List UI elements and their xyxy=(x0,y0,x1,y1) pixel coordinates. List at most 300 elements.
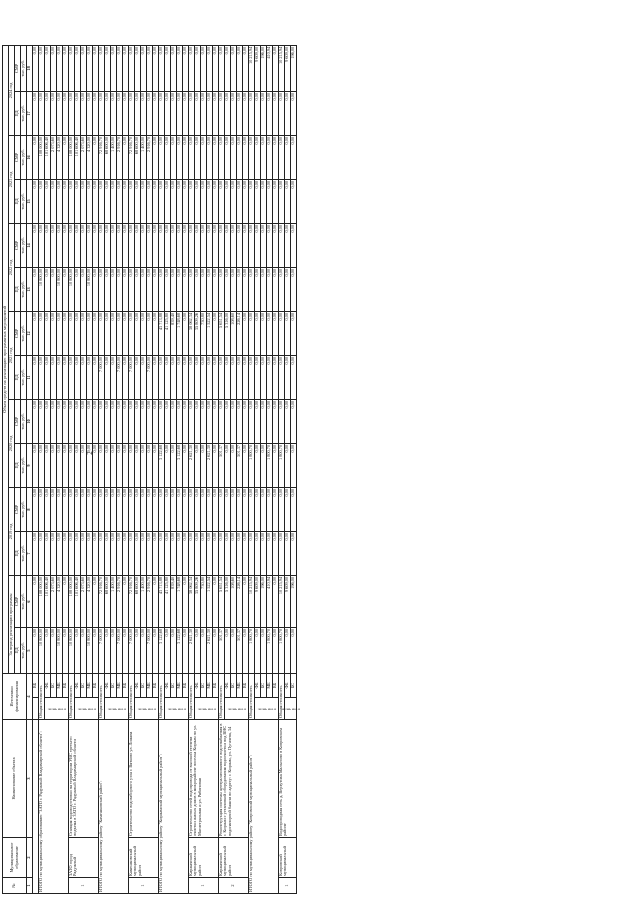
value-cell: 0,00 xyxy=(39,531,45,575)
value-cell: 0,00 xyxy=(279,355,285,399)
value-cell: 72 916,70 xyxy=(99,135,105,179)
value-cell: 0,00 xyxy=(165,399,171,443)
header-pd: ПД xyxy=(15,443,21,487)
value-cell: 0,00 xyxy=(57,487,63,531)
value-cell: 226,14 xyxy=(237,311,243,355)
value-cell: 0,00 xyxy=(219,531,225,575)
value-cell: 10 800,00 xyxy=(39,627,45,673)
value-cell: 1 800,70 xyxy=(249,627,255,673)
value-cell: 0,00 xyxy=(279,179,285,223)
value-cell: 5 651,54 xyxy=(219,575,225,627)
value-cell: 0,00 xyxy=(267,355,273,399)
value-cell: 0,00 xyxy=(129,91,135,135)
value-cell: 0,00 xyxy=(171,267,177,311)
value-cell: 0,00 xyxy=(81,487,87,531)
in-that-number-label xyxy=(45,698,69,720)
value-cell: 0,00 xyxy=(165,45,171,91)
value-cell: 0,00 xyxy=(231,487,237,531)
value-cell: 0,00 xyxy=(33,45,39,91)
value-cell: 0,00 xyxy=(141,487,147,531)
page-number: 2 xyxy=(86,451,94,455)
value-cell: 0,00 xyxy=(135,487,141,531)
in-that-number-text: в том числе: xyxy=(137,707,157,712)
value-cell: 0,00 xyxy=(105,311,111,355)
value-cell: 0,00 xyxy=(81,45,87,91)
value-cell: 0,00 xyxy=(147,45,153,91)
value-cell: 0,00 xyxy=(69,223,75,267)
municipality-name: Ковровский муниципальный xyxy=(279,838,297,878)
source-label: БС xyxy=(111,673,117,697)
value-cell: 0,00 xyxy=(225,267,231,311)
value-cell: 0,00 xyxy=(267,311,273,355)
header-period: За период реализации программы xyxy=(9,575,15,673)
value-cell: 0,00 xyxy=(105,531,111,575)
in-that-number-label xyxy=(255,698,279,720)
value-cell: 3 122,68 xyxy=(177,443,183,487)
source-label: ФБ xyxy=(225,673,231,697)
value-cell: 0,00 xyxy=(75,531,81,575)
value-cell: 0,00 xyxy=(87,531,93,575)
value-cell: 0,00 xyxy=(51,531,57,575)
value-cell: 0,00 xyxy=(153,399,159,443)
value-cell: 1 522,54 xyxy=(207,311,213,355)
value-cell: 0,00 xyxy=(225,443,231,487)
value-cell: 0,00 xyxy=(225,45,231,91)
value-cell: 0,00 xyxy=(75,487,81,531)
value-cell: 7 000,00 xyxy=(147,355,153,399)
value-cell: 0,00 xyxy=(75,627,81,673)
value-cell: 0,00 xyxy=(123,91,129,135)
value-cell: 0,00 xyxy=(153,487,159,531)
value-cell: 0,00 xyxy=(237,531,243,575)
value-cell: 0,00 xyxy=(267,135,273,179)
value-cell: 1 800,70 xyxy=(249,443,255,487)
value-cell: 0,00 xyxy=(111,91,117,135)
value-cell: 0,00 xyxy=(123,487,129,531)
value-cell: 0,00 xyxy=(249,399,255,443)
value-cell: 0,00 xyxy=(63,267,69,311)
value-cell: 0,00 xyxy=(231,399,237,443)
value-cell: 0,00 xyxy=(231,443,237,487)
value-cell: 0,00 xyxy=(183,575,189,627)
value-cell: 0,00 xyxy=(165,267,171,311)
value-cell: 0,00 xyxy=(99,399,105,443)
value-cell: 101 606,40 xyxy=(45,575,51,627)
header-unit: тыс. руб. xyxy=(21,575,27,627)
value-cell: 501,37 xyxy=(219,443,225,487)
value-cell: 501,37 xyxy=(237,443,243,487)
value-cell: 0,00 xyxy=(141,267,147,311)
value-cell: 0,00 xyxy=(33,267,39,311)
value-cell: 0,00 xyxy=(237,355,243,399)
value-cell: 0,00 xyxy=(213,399,219,443)
value-cell: 0,00 xyxy=(135,627,141,673)
value-cell: 0,00 xyxy=(267,399,273,443)
in-that-number-label xyxy=(281,698,301,720)
value-cell: 0,00 xyxy=(183,179,189,223)
value-cell: 0,00 xyxy=(291,135,297,179)
index-cell: 6 xyxy=(27,575,33,627)
index-cell: 12 xyxy=(27,311,33,355)
value-cell: 0,00 xyxy=(99,531,105,575)
value-cell: 0,00 xyxy=(99,91,105,135)
value-cell: 0,00 xyxy=(75,179,81,223)
value-cell: 0,00 xyxy=(213,267,219,311)
value-cell: 0,00 xyxy=(147,531,153,575)
value-cell: 0,00 xyxy=(135,91,141,135)
value-cell: 0,00 xyxy=(45,91,51,135)
value-cell: 0,00 xyxy=(243,355,249,399)
value-cell: 0,00 xyxy=(141,443,147,487)
value-cell: 0,00 xyxy=(51,91,57,135)
value-cell: 101 606,40 xyxy=(75,575,81,627)
in-that-number-text: в том числе: xyxy=(77,707,97,712)
value-cell: 0,00 xyxy=(117,311,123,355)
value-cell: 501,37 xyxy=(219,627,225,673)
value-cell: 0,00 xyxy=(153,179,159,223)
value-cell: 0,00 xyxy=(237,487,243,531)
value-cell: 0,00 xyxy=(255,443,261,487)
value-cell: 730,80 xyxy=(201,311,207,355)
value-cell: 35 809,26 xyxy=(195,311,201,355)
value-cell: 0,00 xyxy=(249,223,255,267)
value-cell: 0,00 xyxy=(183,487,189,531)
value-cell: 0,00 xyxy=(69,399,75,443)
value-cell: 0,00 xyxy=(267,487,273,531)
index-cell: 13 xyxy=(27,267,33,311)
source-label: Общая стоимость xyxy=(69,673,75,719)
header-unit: тыс. руб. xyxy=(21,223,27,267)
value-cell: 0,00 xyxy=(141,399,147,443)
value-cell: 0,00 xyxy=(111,443,117,487)
value-cell: 0,00 xyxy=(75,223,81,267)
value-cell: 2 621,30 xyxy=(207,627,213,673)
index-cell: 8 xyxy=(27,487,33,531)
value-cell: 0,00 xyxy=(81,627,87,673)
value-cell: 0,00 xyxy=(285,443,291,487)
object-name: Строительство сетей водопровода от высокой степени очистки жилых домов в микрорайоне поселка Киржач по ул. Магистральная и ул. Рябиновая xyxy=(189,720,219,838)
value-cell: 730,80 xyxy=(201,575,207,627)
value-cell: 0,00 xyxy=(57,355,63,399)
value-cell: 0,00 xyxy=(189,267,195,311)
value-cell: 2 621,30 xyxy=(207,443,213,487)
header-total: Объем средств на реализацию программных мероприятий xyxy=(3,45,9,673)
value-cell: 0,00 xyxy=(273,267,279,311)
value-cell: 0,00 xyxy=(243,91,249,135)
object-name: Станция водоподготовки на территории УВС третьего подъема в ЗАТО г. Радужный Владимирской области xyxy=(69,720,99,838)
value-cell: 0,00 xyxy=(267,91,273,135)
value-cell: 0,00 xyxy=(135,223,141,267)
value-cell: 0,00 xyxy=(189,355,195,399)
value-cell: 0,00 xyxy=(219,91,225,135)
row-number: 1 xyxy=(129,878,159,894)
value-cell: 0,00 xyxy=(123,443,129,487)
value-cell: 0,00 xyxy=(75,355,81,399)
value-cell: 0,00 xyxy=(273,487,279,531)
value-cell: 0,00 xyxy=(171,487,177,531)
value-cell: 0,00 xyxy=(189,135,195,179)
value-cell: 0,00 xyxy=(183,45,189,91)
value-cell: 0,00 xyxy=(141,627,147,673)
value-cell: 0,00 xyxy=(141,311,147,355)
value-cell: 0,00 xyxy=(249,91,255,135)
value-cell: 0,00 xyxy=(63,45,69,91)
value-cell: 0,00 xyxy=(291,311,297,355)
value-cell: 0,00 xyxy=(273,355,279,399)
source-label: Общая стоимость xyxy=(279,673,285,719)
value-cell: 0,00 xyxy=(249,355,255,399)
value-cell: 0,00 xyxy=(219,355,225,399)
value-cell: 0,00 xyxy=(171,355,177,399)
value-cell: 0,00 xyxy=(273,399,279,443)
value-cell: 0,00 xyxy=(285,267,291,311)
value-cell: 0,00 xyxy=(45,627,51,673)
value-cell: 0,00 xyxy=(171,91,177,135)
source-label: МБ xyxy=(147,673,153,697)
value-cell: 0,00 xyxy=(225,487,231,531)
value-cell: 0,00 xyxy=(255,223,261,267)
value-cell: 0,00 xyxy=(87,223,93,267)
value-cell: 0,00 xyxy=(201,267,207,311)
value-cell: 0,00 xyxy=(171,135,177,179)
value-cell: 0,00 xyxy=(207,223,213,267)
value-cell: 0,00 xyxy=(285,531,291,575)
value-cell: 0,00 xyxy=(141,45,147,91)
value-cell: 410,94 xyxy=(267,45,273,91)
value-cell: 0,00 xyxy=(135,267,141,311)
object-name: Водопроводная сеть д. Верхутиха Малыгино в Ковровском районе xyxy=(279,720,297,838)
value-cell: 10 800,00 xyxy=(57,627,63,673)
value-cell: 0,00 xyxy=(75,443,81,487)
value-cell: 0,00 xyxy=(111,45,117,91)
value-cell: 2 073,60 xyxy=(51,575,57,627)
value-cell: 0,00 xyxy=(99,45,105,91)
value-cell: 0,00 xyxy=(165,223,171,267)
value-cell: 38 062,34 xyxy=(189,575,195,627)
value-cell: 0,00 xyxy=(279,267,285,311)
value-cell: 0,00 xyxy=(99,267,105,311)
value-cell: 0,00 xyxy=(39,91,45,135)
value-cell: 0,00 xyxy=(171,627,177,673)
value-cell: 1 400,00 xyxy=(111,575,117,627)
value-cell: 0,00 xyxy=(255,531,261,575)
value-cell: 0,00 xyxy=(81,443,87,487)
value-cell: 0,00 xyxy=(99,487,105,531)
value-cell: 0,00 xyxy=(75,91,81,135)
source-label: ВБ xyxy=(183,673,189,697)
value-cell: 0,00 xyxy=(39,355,45,399)
value-cell: 0,00 xyxy=(159,179,165,223)
value-cell: 1 748,68 xyxy=(177,311,183,355)
value-cell: 0,00 xyxy=(243,311,249,355)
value-cell: 0,00 xyxy=(165,135,171,179)
value-cell: 0,00 xyxy=(81,179,87,223)
value-cell: 0,00 xyxy=(147,267,153,311)
value-cell: 0,00 xyxy=(45,223,51,267)
value-cell: 0,00 xyxy=(183,267,189,311)
value-cell: 0,00 xyxy=(213,135,219,179)
value-cell: 0,00 xyxy=(51,45,57,91)
value-cell: 0,00 xyxy=(189,45,195,91)
value-cell: 0,00 xyxy=(93,575,99,627)
value-cell: 0,00 xyxy=(39,311,45,355)
index-cell: 1 xyxy=(27,878,33,894)
value-cell: 0,00 xyxy=(105,355,111,399)
index-cell: 16 xyxy=(27,135,33,179)
value-cell: 2 916,70 xyxy=(147,575,153,627)
value-cell: 0,00 xyxy=(123,311,129,355)
value-cell: 0,00 xyxy=(165,627,171,673)
value-cell: 4 320,00 xyxy=(87,135,93,179)
value-cell: 0,00 xyxy=(279,399,285,443)
header-unit: тыс. руб. xyxy=(21,135,27,179)
in-that-number-label xyxy=(105,698,129,720)
value-cell: 0,00 xyxy=(279,223,285,267)
header-year: 2020 год xyxy=(9,399,15,487)
in-that-number-text: в том числе: xyxy=(257,707,277,712)
value-cell: 0,00 xyxy=(93,311,99,355)
header-year: 2022 год xyxy=(9,223,15,311)
value-cell: 0,00 xyxy=(255,355,261,399)
value-cell: 0,00 xyxy=(237,223,243,267)
value-cell: 0,00 xyxy=(135,399,141,443)
value-cell: 10 215,94 xyxy=(279,575,285,627)
value-cell: 0,00 xyxy=(207,399,213,443)
value-cell: 0,00 xyxy=(129,443,135,487)
total-title: ИТОГО по муниципальному району "Ковровский муниципальный район": xyxy=(249,720,279,894)
header-unit: тыс. руб. xyxy=(21,443,27,487)
value-cell: 0,00 xyxy=(183,443,189,487)
value-cell: 7 000,00 xyxy=(99,355,105,399)
header-unit: тыс. руб. xyxy=(21,627,27,673)
value-cell: 0,00 xyxy=(105,487,111,531)
value-cell: 0,00 xyxy=(279,311,285,355)
value-cell: 0,00 xyxy=(99,223,105,267)
value-cell: 0,00 xyxy=(129,311,135,355)
value-cell: 0,00 xyxy=(153,443,159,487)
value-cell: 5 316,00 xyxy=(225,311,231,355)
value-cell: 0,00 xyxy=(63,443,69,487)
value-cell: 0,00 xyxy=(81,267,87,311)
value-cell: 0,00 xyxy=(231,627,237,673)
value-cell: 0,00 xyxy=(69,443,75,487)
value-cell: 0,00 xyxy=(141,223,147,267)
value-cell: 0,00 xyxy=(129,223,135,267)
value-cell: 2 621,30 xyxy=(189,627,195,673)
index-cell: 4 xyxy=(27,673,33,719)
value-cell: 5 316,00 xyxy=(225,575,231,627)
value-cell: 0,00 xyxy=(255,179,261,223)
source-label: БС xyxy=(231,673,237,697)
value-cell: 0,00 xyxy=(291,487,297,531)
municipality-name: Камешковский муниципальный район xyxy=(129,838,159,878)
value-cell: 0,00 xyxy=(213,223,219,267)
value-cell: 0,00 xyxy=(33,487,39,531)
value-cell: 0,00 xyxy=(81,399,87,443)
value-cell: 0,00 xyxy=(159,487,165,531)
source-label: ФБ xyxy=(255,673,261,697)
value-cell: 0,00 xyxy=(111,531,117,575)
value-cell: 0,00 xyxy=(273,443,279,487)
value-cell: 0,00 xyxy=(33,627,39,673)
value-cell: 0,00 xyxy=(93,487,99,531)
value-cell: 0,00 xyxy=(111,311,117,355)
value-cell: 0,00 xyxy=(261,627,267,673)
value-cell: 0,00 xyxy=(213,487,219,531)
value-cell: 0,00 xyxy=(177,45,183,91)
value-cell: 2 916,70 xyxy=(117,135,123,179)
value-cell: 0,00 xyxy=(45,531,51,575)
source-label: ФБ xyxy=(195,673,201,697)
value-cell: 0,00 xyxy=(177,91,183,135)
value-cell: 0,00 xyxy=(213,575,219,627)
value-cell: 0,00 xyxy=(291,267,297,311)
header-unit: тыс. руб. xyxy=(21,45,27,91)
value-cell: 0,00 xyxy=(225,355,231,399)
value-cell: 0,00 xyxy=(63,223,69,267)
value-cell: 7 000,00 xyxy=(129,627,135,673)
source-label: МБ xyxy=(177,673,183,697)
value-cell: 0,00 xyxy=(51,223,57,267)
value-cell: 0,00 xyxy=(69,311,75,355)
value-cell: 0,00 xyxy=(33,399,39,443)
value-cell: 0,00 xyxy=(201,223,207,267)
value-cell: 0,00 xyxy=(105,45,111,91)
value-cell: 0,00 xyxy=(273,575,279,627)
value-cell: 0,00 xyxy=(57,531,63,575)
value-cell: 0,00 xyxy=(207,267,213,311)
value-cell: 0,00 xyxy=(69,487,75,531)
index-cell: 5 xyxy=(27,627,33,673)
value-cell: 1 400,00 xyxy=(141,575,147,627)
header-pd: ПД xyxy=(15,355,21,399)
header-no: № xyxy=(3,878,27,894)
header-object: Наименование объекта xyxy=(3,720,27,838)
value-cell: 0,00 xyxy=(219,135,225,179)
value-cell: 0,00 xyxy=(87,355,93,399)
value-cell: 0,00 xyxy=(51,443,57,487)
value-cell: 0,00 xyxy=(147,443,153,487)
value-cell: 0,00 xyxy=(99,311,105,355)
source-label: БС xyxy=(291,673,297,697)
value-cell: 196,00 xyxy=(261,45,267,91)
value-cell: 0,00 xyxy=(213,311,219,355)
municipality-name: Киржачский муниципальный район xyxy=(189,838,219,878)
value-cell: 0,00 xyxy=(39,179,45,223)
value-cell: 0,00 xyxy=(195,91,201,135)
value-cell: 0,00 xyxy=(165,355,171,399)
value-cell: 0,00 xyxy=(123,179,129,223)
source-label: ВБ xyxy=(243,673,249,697)
value-cell: 0,00 xyxy=(129,179,135,223)
value-cell: 0,00 xyxy=(273,179,279,223)
value-cell: 0,00 xyxy=(183,135,189,179)
object-name: Реконструкция системы централизованного водоснабжения в г. Киржач с установкой оборудования водоочистки под ВНС водонапорной башни по адресу: г. Киржач, ул. Пугачева, 34 xyxy=(219,720,249,838)
value-cell: 0,00 xyxy=(201,179,207,223)
value-cell: 410,94 xyxy=(267,575,273,627)
source-label: БС xyxy=(261,673,267,697)
value-cell: 10 215,94 xyxy=(249,575,255,627)
value-cell: 0,00 xyxy=(63,355,69,399)
value-cell: 38 062,34 xyxy=(189,311,195,355)
value-cell: 0,00 xyxy=(201,135,207,179)
value-cell: 0,00 xyxy=(123,627,129,673)
value-cell: 0,00 xyxy=(195,531,201,575)
source-label: ФБ xyxy=(75,673,81,697)
value-cell: 0,00 xyxy=(153,45,159,91)
value-cell: 0,00 xyxy=(195,399,201,443)
index-cell: 7 xyxy=(27,531,33,575)
